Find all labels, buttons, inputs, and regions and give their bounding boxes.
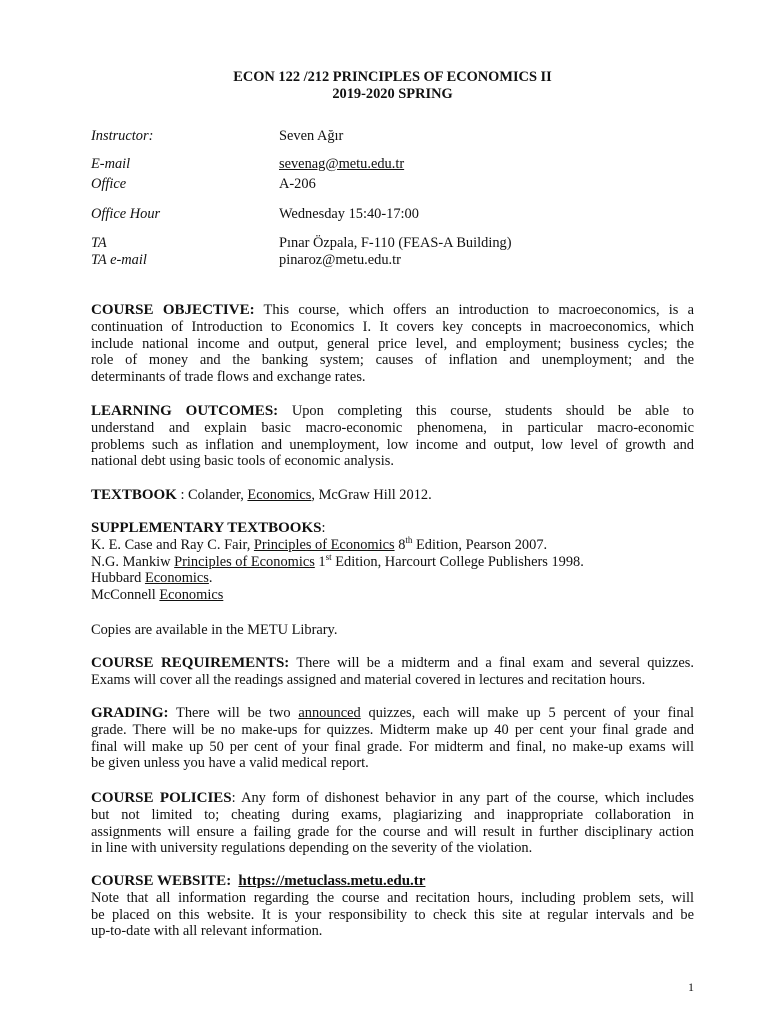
email-label: E-mail	[91, 156, 131, 172]
course-title: ECON 122 /212 PRINCIPLES OF ECONOMICS II	[233, 69, 552, 85]
outcomes-heading: LEARNING OUTCOMES:	[91, 403, 279, 419]
office-hour-label: Office Hour	[91, 206, 161, 222]
instructor-label: Instructor:	[91, 128, 154, 144]
outcomes-line: problems such as inflation and unemployment, low income and output, low level of growth and	[91, 436, 694, 453]
objective-line: determinants of trade flows and exchange rates.	[91, 369, 366, 386]
textbook-author: : Colander,	[176, 487, 248, 503]
book-title: Economics	[159, 587, 224, 604]
grading-line: There will be two	[176, 705, 299, 721]
policies-line: but not limited to; cheating during exams, plagiarizing and inappropriate collaboration in	[91, 806, 694, 823]
website-line: be placed on this website. It is your responsibility to check this site at regular intervals and be	[91, 906, 694, 923]
outcomes-line: understand and explain basic macro-economic phenomena, in particular macro-economic	[91, 419, 694, 436]
book-author: McConnell	[91, 587, 160, 604]
grading-line: grade. There will be no make-ups for quizzes. Midterm make up 40 per cent your final grade and	[91, 721, 694, 738]
copies-note	[91, 622, 694, 639]
book-author: Hubbard	[91, 570, 145, 587]
book-publisher: Edition, Harcourt College Publishers 1998.	[331, 553, 584, 570]
document-title	[91, 69, 694, 103]
policies-line: in line with university regulations depending on the severity of the violation.	[91, 840, 533, 857]
course-requirements-section	[91, 655, 694, 689]
course-website-section	[91, 873, 694, 940]
book-edition-suffix: st	[325, 551, 332, 562]
ta-label: TA	[91, 235, 107, 251]
office-hour-value: Wednesday 15:40-17:00	[279, 206, 419, 222]
website-line: Note that all information regarding the course and recitation hours, including problem sets, will	[91, 889, 694, 906]
office-value: A-206	[279, 176, 316, 192]
course-policies-section	[91, 790, 694, 857]
supplementary-book	[91, 570, 694, 587]
grading-heading: GRADING:	[91, 705, 169, 721]
instructor-value: Seven Ağır	[279, 128, 344, 144]
supplementary-section	[91, 520, 694, 604]
book-title: Principles of Economics	[174, 553, 315, 570]
grading-line: be given unless you have a valid medical report.	[91, 755, 369, 772]
email-link[interactable]: sevenag@metu.edu.tr	[279, 156, 405, 172]
textbook-section	[91, 487, 694, 504]
supplementary-book	[91, 587, 694, 604]
outcomes-line: national debt using basic tools of economic analysis.	[91, 453, 394, 470]
book-author: K. E. Case and Ray C. Fair,	[91, 536, 254, 553]
ta-value: Pınar Özpala, F-110 (FEAS-A Building)	[279, 235, 512, 251]
supplementary-colon: :	[321, 520, 326, 536]
course-objective-section	[91, 302, 694, 386]
policies-line: : Any form of dishonest behavior in any part of the course, which includes	[231, 790, 694, 806]
grading-section	[91, 705, 694, 772]
website-heading: COURSE WEBSITE:	[91, 873, 232, 889]
website-line: up-to-date with all relevant information.	[91, 923, 323, 940]
page-number: 1	[688, 980, 694, 994]
textbook-title: Economics	[247, 487, 312, 503]
copies-note-text: Copies are available in the METU Library.	[91, 622, 338, 638]
grading-line: final will make up 50 per cent of your final grade. For midterm and final, no make-up exams will	[91, 738, 694, 755]
course-term: 2019-2020 SPRING	[332, 86, 453, 102]
book-publisher: Edition, Pearson 2007.	[412, 536, 548, 553]
book-title: Principles of Economics	[253, 536, 395, 553]
office-label: Office	[91, 176, 127, 192]
book-title: Economics	[144, 570, 209, 587]
grading-emphasis: announced	[298, 705, 361, 721]
requirements-heading: COURSE REQUIREMENTS:	[91, 655, 290, 671]
grading-line: quizzes, each will make up 5 percent of your final	[360, 705, 695, 721]
supplementary-heading: SUPPLEMENTARY TEXTBOOKS	[91, 520, 322, 536]
objective-line: This course, which offers an introduction to macroeconomics, is a	[263, 302, 694, 318]
book-edition: 8	[394, 536, 406, 553]
objective-line: include national income and output, general price level, and employment; business cycles; the	[91, 335, 694, 352]
requirements-line: Exams will cover all the readings assigned and material covered in lectures and recitation hours.	[91, 671, 646, 688]
learning-outcomes-section	[91, 403, 694, 470]
ta-email-label: TA e-mail	[91, 252, 147, 268]
supplementary-book	[91, 537, 694, 554]
outcomes-line: Upon completing this course, students should be able to	[291, 403, 694, 419]
textbook-publisher: , McGraw Hill 2012.	[311, 487, 432, 503]
objective-line: role of money and the banking system; causes of inflation and unemployment; and the	[91, 352, 694, 369]
policies-line: assignments will ensure a failing grade for the course and will result in further disciplinary action	[91, 823, 694, 840]
policies-heading: COURSE POLICIES	[91, 790, 232, 806]
book-edition: 1	[314, 553, 326, 570]
textbook-heading: TEXTBOOK	[91, 487, 177, 503]
objective-line: continuation of Introduction to Economics I. It covers key concepts in macroeconomics, which	[91, 318, 694, 335]
ta-email-value: pinaroz@metu.edu.tr	[279, 252, 401, 268]
book-punctuation: .	[208, 570, 213, 587]
book-edition-suffix: th	[405, 535, 413, 545]
requirements-line: There will be a midterm and a final exam and several quizzes.	[296, 655, 694, 671]
supplementary-book	[91, 551, 694, 571]
book-author: N.G. Mankiw	[91, 553, 175, 570]
objective-heading: COURSE OBJECTIVE:	[91, 302, 255, 318]
website-link[interactable]: https://metuclass.metu.edu.tr	[238, 873, 426, 889]
